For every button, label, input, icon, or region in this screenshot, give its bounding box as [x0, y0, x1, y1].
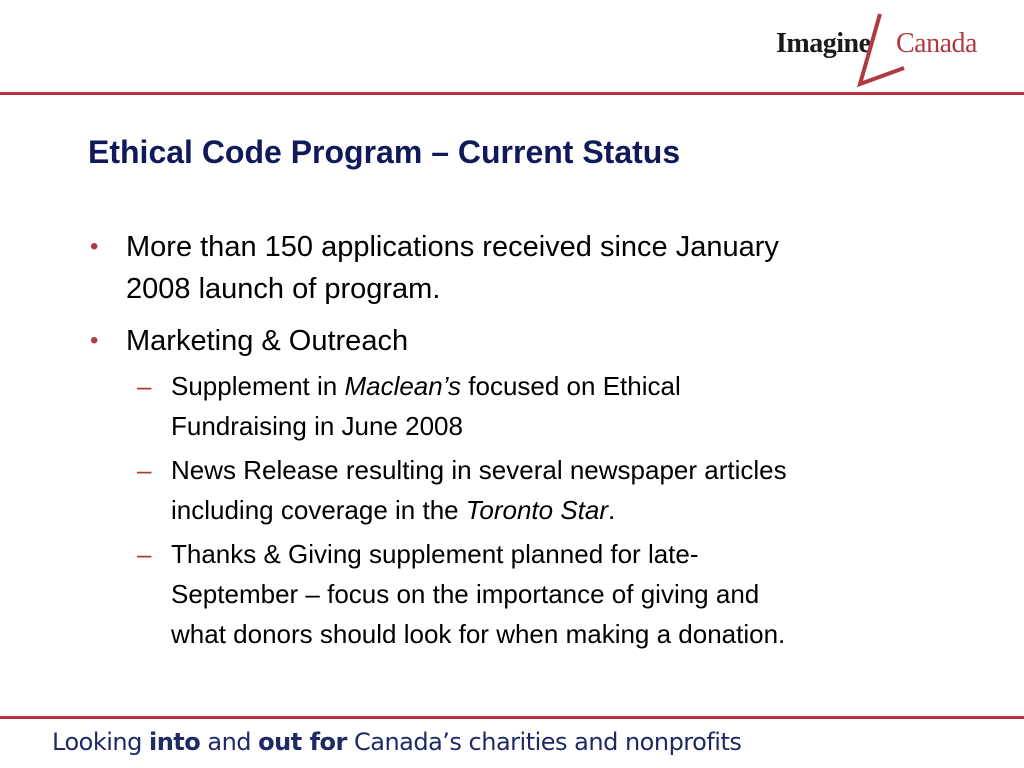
- text-segment: focused on Ethical: [461, 371, 681, 401]
- imagine-canada-logo: [760, 12, 990, 90]
- sub-bullet-line: what donors should look for when making a donation.: [171, 619, 786, 649]
- bullet-line: Marketing & Outreach: [126, 325, 409, 357]
- sub-bullet-line: News Release resulting in several newspaper articles: [171, 455, 787, 485]
- logo-word-canada: Canada: [896, 28, 977, 59]
- header-divider: [0, 92, 1024, 95]
- sub-bullet-line: Thanks & Giving supplement planned for late-: [171, 539, 699, 569]
- logo-word-imagine: Imagine: [776, 28, 871, 59]
- bullet-applications: [90, 226, 779, 310]
- text-segment: Looking: [52, 728, 149, 756]
- sub-bullet-thanks-giving: [137, 534, 786, 654]
- sub-bullet-line: [171, 490, 787, 530]
- text-segment: including coverage in the: [171, 495, 466, 525]
- footer-tagline: [52, 728, 741, 756]
- bullet-marker: •: [90, 327, 99, 354]
- sub-bullet-marker: –: [137, 371, 152, 401]
- publication-name: Maclean’s: [344, 371, 462, 401]
- sub-bullet-line: [171, 366, 681, 406]
- sub-bullet-marker: –: [137, 539, 152, 569]
- footer-divider: [0, 716, 1024, 719]
- sub-bullet-line: September – focus on the importance of giving and: [171, 579, 760, 609]
- slide-title: Ethical Code Program – Current Status: [88, 134, 681, 170]
- bullet-marker: •: [90, 233, 99, 260]
- sub-bullet-news-release: [137, 450, 787, 530]
- bullet-marketing: [90, 320, 409, 362]
- text-segment: and: [200, 728, 259, 756]
- text-segment: Supplement in: [171, 371, 345, 401]
- bullet-line: 2008 launch of program.: [126, 273, 441, 305]
- text-segment: .: [608, 495, 616, 525]
- bullet-line: More than 150 applications received since January: [126, 231, 779, 263]
- text-segment: out for: [258, 728, 347, 756]
- sub-bullet-line: Fundraising in June 2008: [171, 411, 463, 441]
- publication-name: Toronto Star: [465, 495, 608, 525]
- text-segment: Canada’s charities and nonprofits: [346, 728, 742, 756]
- sub-bullet-macleans: [137, 366, 681, 446]
- sub-bullet-marker: –: [137, 455, 152, 485]
- text-segment: into: [148, 728, 201, 756]
